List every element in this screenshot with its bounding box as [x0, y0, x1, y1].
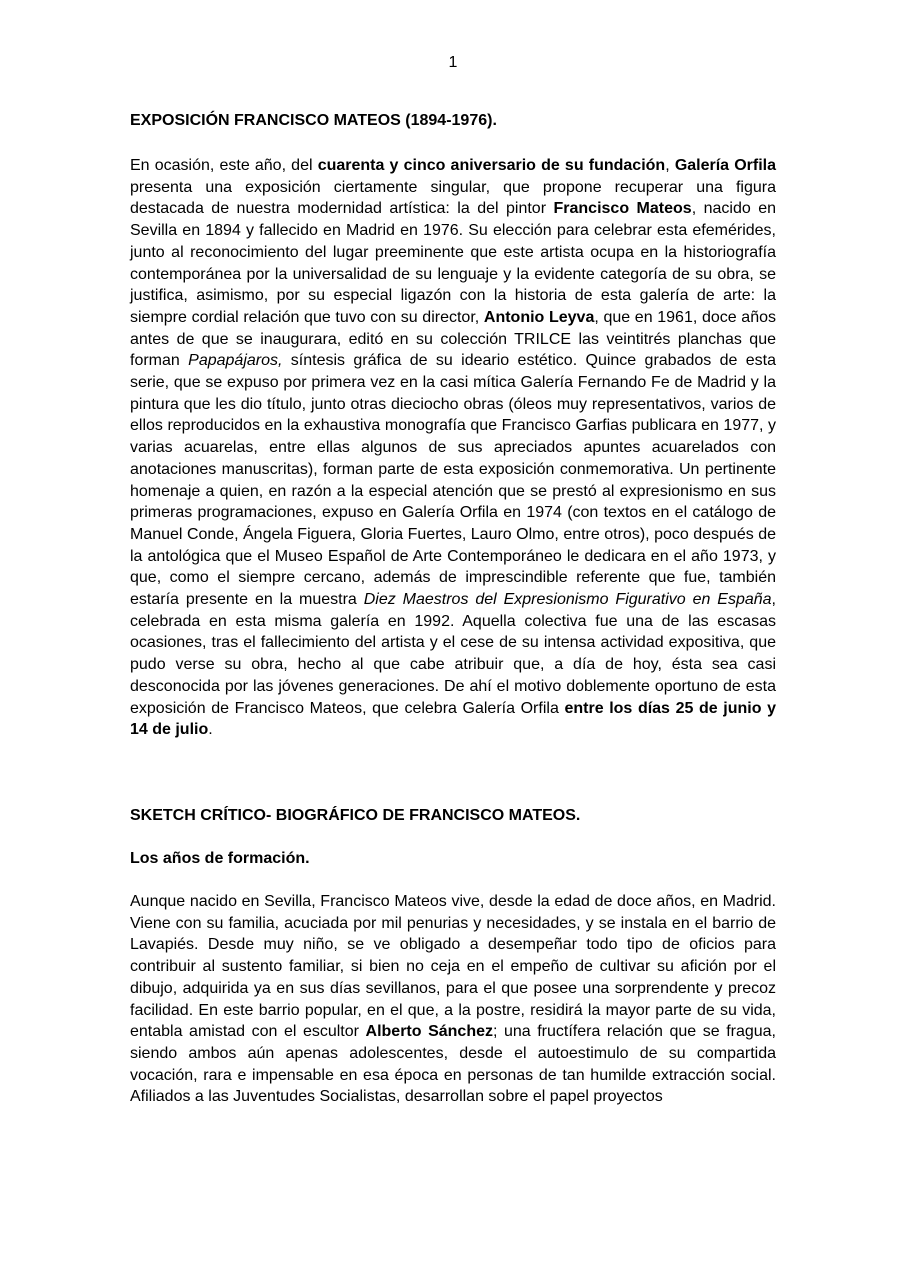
text-run: , nacido en Sevilla en 1894 y fallecido en Madrid en 1976. Su elección para celebrar esta efemérides, junto al reconocimiento del lugar preeminente que este artista ocupa en la historiografía contemporánea por la universalidad de su lenguaje y la evidente categoría de su obra, se justifica, asimismo, por su especial ligazón con la historia de esta galería de arte: la siempre cordial relación que tuvo con su director,: [130, 200, 777, 326]
text-run: En ocasión, este año, del: [130, 157, 318, 174]
text-run: cuarenta y cinco aniversario de su fundación: [317, 157, 666, 174]
paragraph-exposicion: [130, 155, 776, 741]
text-run: Papapájaros,: [188, 352, 283, 370]
text-run: Aunque nacido en Sevilla, Francisco Mateos vive, desde la edad de doce años, en Madrid. Viene con su familia, acuciada por mil penurias y necesidades, y se instala en el barrio de Lavapiés. Desde muy niño, se ve obligado a desempeñar todo tipo de oficios para contribuir al sustento familiar, si bien no ceja en el empeño de cultivar su afición por el dibujo, adquirida ya en sus días sevillanos, para el que posee una sorprendente y precoz facilidad. En este barrio popular, en el que, a la postre, residirá la mayor parte de su vida, entabla amistad con el escultor: [130, 892, 776, 1041]
page-number: 1: [448, 54, 458, 71]
text-run: , que en 1961, doce años antes de que se inaugurara, editó en su colección TRILCE las veintitrés planchas que forman: [130, 308, 777, 370]
text-run: entre los días 25 de junio y 14 de julio: [130, 699, 777, 739]
paragraph-formacion: [130, 891, 776, 1108]
text-run: Galería Orfila: [674, 157, 777, 174]
text-run: Francisco Mateos: [553, 200, 692, 218]
subsection-heading-formacion: Los años de formación.: [130, 849, 310, 867]
text-run: síntesis gráfica de su ideario estético. Quince grabados de esta serie, que se expuso por primera vez en la casi mítica Galería Fernando Fe de Madrid y la pintura que les dio título, junto otras dieciocho obras (óleos muy representativos, varios de ellos reproducidos en la exhaustiva monografía que Francisco Garfias publicara en 1977, y varias acuarelas, entre ellas algunos de sus apreciados apuntes acuarelados con anotaciones manuscritas), forman parte de esta exposición conmemorativa. Un pertinente homenaje a quien, en razón a la especial atención que se prestó al expresionismo en sus primeras programaciones, expuso en Galería Orfila en 1974 (con textos en el catálogo de Manuel Conde, Ángela Figuera, Gloria Fuertes, Lauro Olmo, entre otros), poco después de la antológica que el Museo Español de Arte Contemporáneo le dedicara en el año 1973, y que, como el siempre cercano, además de imprescindible referente que fue, también estaría presente en la muestra: [130, 352, 776, 609]
text-run: ,: [665, 157, 675, 174]
document-title: EXPOSICIÓN FRANCISCO MATEOS (1894-1976).: [130, 112, 497, 129]
text-run: , celebrada en esta misma galería en 1992. Aquella colectiva fue una de las escasas ocasiones, tras el fallecimiento del artista y el cese de su intensa actividad expositiva, que pudo verse su obra, hecho al que cabe atribuir que, a día de hoy, ésta sea casi desconocida por las jóvenes generaciones. De ahí el motivo doblemente oportuno de esta exposición de Francisco Mateos, que celebra Galería Orfila: [130, 591, 776, 717]
text-run: ; una fructífera relación que se fragua, siendo ambos aún apenas adolescentes, desde el autoestimulo de su compartida vocación, rara e impensable en esa época en personas de tan humilde extracción social. Afiliados a las Juventudes Socialistas, desarrollan sobre el papel proyectos: [130, 1023, 777, 1106]
text-run: presenta una exposición ciertamente singular, que propone recuperar una figura destacada de nuestra modernidad artística: la del pintor: [130, 178, 776, 218]
text-run: Alberto Sánchez: [365, 1023, 493, 1041]
section-heading-sketch: SKETCH CRÍTICO- BIOGRÁFICO DE FRANCISCO MATEOS.: [130, 806, 581, 824]
text-run: Antonio Leyva: [483, 308, 595, 326]
text-run: Diez Maestros del Expresionismo Figurativo en España: [363, 591, 772, 609]
text-run: .: [208, 721, 213, 739]
